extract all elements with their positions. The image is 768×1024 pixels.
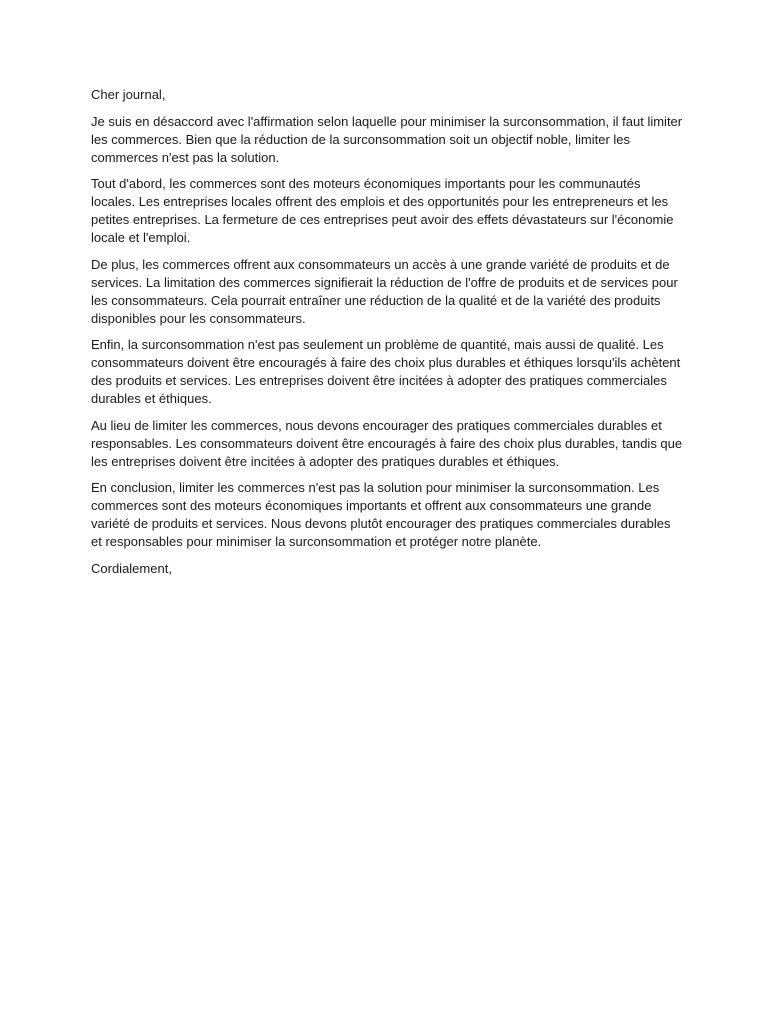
letter-paragraph: Tout d'abord, les commerces sont des moteurs économiques importants pour les communautés locales. Les entreprises locales offrent des emplois et des opportunités pour les entrepreneurs et les petites entreprises. La fermeture de ces entreprises peut avoir des effets dévastateurs sur l'économie locale et l'emploi.: [91, 176, 674, 245]
letter-paragraph: De plus, les commerces offrent aux consommateurs un accès à une grande variété de produits et de services. La limitation des commerces signifierait la réduction de l'offre de produits et de services pour les consommateurs. Cela pourrait entraîner une réduction de la qualité et de la variété des produits disponibles pour les consommateurs.: [91, 256, 678, 326]
letter-body: [91, 86, 683, 586]
letter-paragraph: En conclusion, limiter les commerces n'est pas la solution pour minimiser la surconsommation. Les commerces sont des moteurs économiques importants et offrent aux consommateurs une grande variété de produits et services. Nous devons plutôt encourager des pratiques commerciales durables et responsables pour minimiser la surconsommation et protéger notre planète.: [91, 480, 671, 549]
letter-paragraph: Enfin, la surconsommation n'est pas seulement un problème de quantité, mais aussi de qualité. Les consommateurs doivent être encouragés à faire des choix plus durables et éthiques lorsqu'ils achètent des produits et services. Les entreprises doivent être incitées à adopter des pratiques commerciales durables et éthiques.: [91, 337, 681, 406]
letter-closing: Cordialement,: [91, 560, 172, 576]
letter-salutation: Cher journal,: [91, 87, 166, 102]
letter-paragraph: Je suis en désaccord avec l'affirmation selon laquelle pour minimiser la surconsommation, il faut limiter les commerces. Bien que la réduction de la surconsommation soit un objectif noble, limiter les commerces n'est pas la solution.: [91, 113, 683, 165]
letter-paragraph: Au lieu de limiter les commerces, nous devons encourager des pratiques commerciales durables et responsables. Les consommateurs doivent être encouragés à faire des choix plus durables, tandis que les entreprises doivent être incitées à adopter des pratiques durables et éthiques.: [91, 417, 683, 469]
